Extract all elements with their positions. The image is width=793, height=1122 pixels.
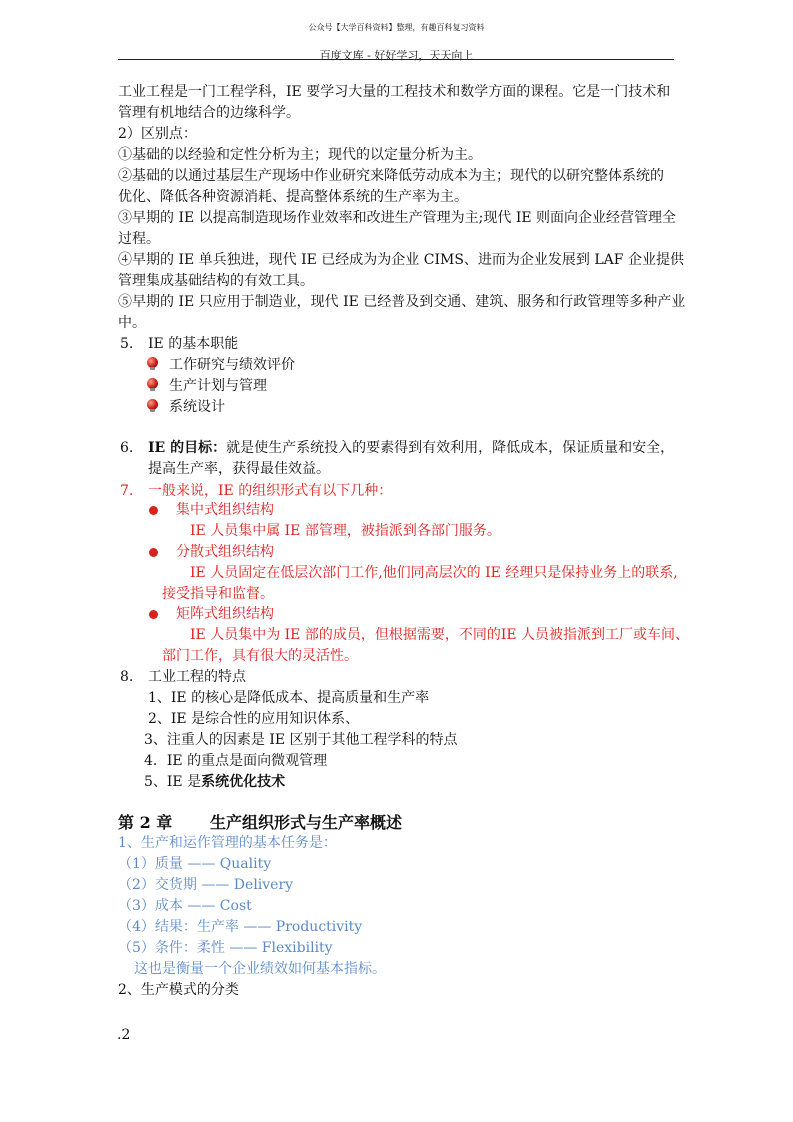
chapter-title: 生产组织形式与生产率概述: [210, 813, 403, 832]
list-item: 工作研究与绩效评价: [169, 357, 295, 373]
difference-item: ③早期的 IE 以提高制造现场作业效率和改进生产管理为主;现代 IE 则面向企业经营管理全: [118, 210, 677, 226]
section-heading: 2、生产模式的分类: [118, 982, 239, 998]
feature-item: 1、IE 的核心是降低成本、提高质量和生产率: [148, 690, 430, 706]
difference-item: ①基础的以经验和定性分析为主；现代的以定量分析为主。: [118, 147, 482, 163]
task-note: 这也是衡量一个企业绩效如何基本指标。: [134, 961, 386, 977]
list-item: 生产计划与管理: [169, 378, 267, 394]
difference-item: ④早期的 IE 单兵独进，现代 IE 已经成为为企业 CIMS、进而为企业发展到 LAF 企业提供: [118, 252, 684, 268]
bullet-icon: [149, 548, 158, 557]
difference-item: 过程。: [118, 231, 160, 247]
org-type-desc: 部门工作，具有很大的灵活性。: [162, 648, 358, 664]
org-type-desc: 接受指导和监督。: [162, 586, 274, 602]
chapter-number: 第 2 章: [118, 813, 173, 832]
header-top-note: 公众号【大学百科资料】整理，有趣百科复习资料: [308, 23, 485, 32]
header-divider: [118, 59, 674, 60]
goal-text: 就是使生产系统投入的要素得到有效利用，降低成本，保证质量和安全，: [226, 440, 675, 456]
section-heading: 2）区别点：: [118, 126, 197, 142]
org-type-desc: IE 人员固定在低层次部门工作,他们同高层次的 IE 经理只是保持业务上的联系,: [190, 565, 678, 581]
goal-label: IE 的目标：: [148, 440, 227, 456]
bullet-icon: [147, 378, 158, 389]
difference-item: 管理集成基础结构的有效工具。: [118, 273, 314, 289]
feature-item: 4．IE 的重点是面向微观管理: [144, 753, 328, 769]
difference-item: 优化、降低各种资源消耗、提高整体系统的生产率为主。: [118, 189, 468, 205]
goal-text-continued: 提高生产率，获得最佳效益。: [148, 461, 330, 477]
feature-item: 3、注重人的因素是 IE 区别于其他工程学科的特点: [144, 732, 458, 748]
org-type-desc: IE 人员集中属 IE 部管理，被指派到各部门服务。: [190, 523, 501, 539]
task-item: （1）质量 —— Quality: [118, 856, 272, 872]
section-title: IE 的基本职能: [148, 336, 239, 352]
section-title: 工业工程的特点: [148, 669, 246, 685]
list-item: 系统设计: [169, 399, 225, 415]
bullet-icon: [147, 399, 158, 410]
task-item: （5）条件：柔性 —— Flexibility: [118, 940, 333, 956]
feature-item: 2、IE 是综合性的应用知识体系、: [148, 711, 360, 727]
org-type-desc: IE 人员集中为 IE 部的成员，但根据需要，不同的IE 人员被指派到工厂或车间、: [190, 627, 690, 643]
section-number: 8.: [120, 669, 134, 685]
section-title: 一般来说，IE 的组织形式有以下几种：: [148, 483, 393, 499]
bullet-icon: [149, 506, 158, 515]
task-item: （3）成本 —— Cost: [118, 898, 252, 914]
org-type-title: 矩阵式组织结构: [176, 606, 274, 622]
paragraph-line: 工业工程是一门工程学科，IE 要学习大量的工程技术和数学方面的课程。它是一门技术和: [118, 84, 671, 100]
feature-item: [144, 772, 285, 792]
org-type-title: 分散式组织结构: [176, 544, 274, 560]
task-item: （2）交货期 —— Delivery: [118, 877, 294, 893]
section-number: 5.: [120, 336, 134, 352]
header-subtitle: 百度文库 - 好好学习，天天向上: [319, 49, 474, 62]
page-number: .2: [117, 1027, 131, 1043]
section-number: 7.: [120, 483, 134, 499]
org-type-title: 集中式组织结构: [176, 502, 274, 518]
difference-item: ②基础的以通过基层生产现场中作业研究来降低劳动成本为主；现代的以研究整体系统的: [118, 168, 664, 184]
difference-item: 中。: [118, 315, 146, 331]
section-six-line: [148, 438, 674, 458]
task-heading: 1、生产和运作管理的基本任务是：: [118, 835, 337, 851]
bullet-icon: [149, 610, 158, 619]
feature-text: 5、IE 是: [144, 774, 202, 790]
section-number: 6.: [120, 440, 134, 456]
bullet-icon: [147, 357, 158, 368]
task-item: （4）结果：生产率 —— Productivity: [118, 919, 363, 935]
feature-emphasis: 系统优化技术: [201, 774, 286, 790]
difference-item: ⑤早期的 IE 只应用于制造业，现代 IE 已经普及到交通、建筑、服务和行政管理等多种产业: [118, 294, 686, 310]
paragraph-line: 管理有机地结合的边缘科学。: [118, 105, 300, 121]
